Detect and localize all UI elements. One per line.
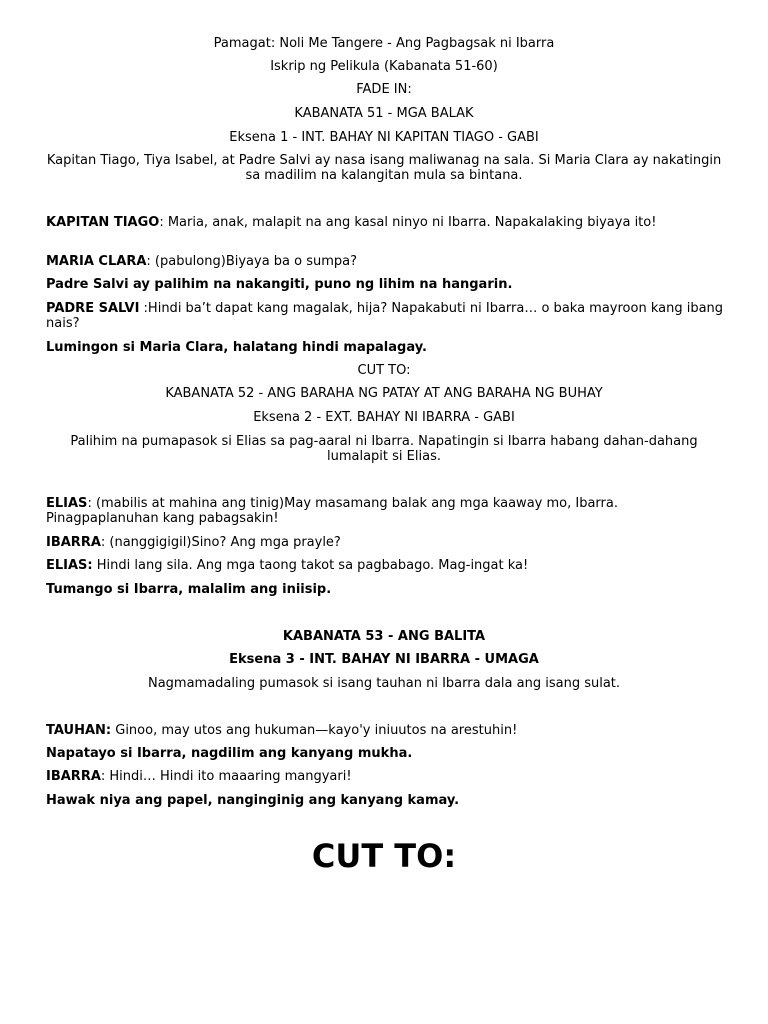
script-subtitle: Iskrip ng Pelikula (Kabanata 51-60) — [270, 59, 498, 74]
dialogue-text: : Maria, anak, malapit na ang kasal ninyo ni Ibarra. Napakalaking biyaya ito! — [159, 215, 657, 230]
action-line: Tumango si Ibarra, malalim ang iniisip. — [46, 582, 332, 597]
dialogue-text: Hindi lang sila. Ang mga taong takot sa pagbabago. Mag-ingat ka! — [92, 558, 529, 573]
speaker-name: TAUHAN: — [46, 723, 112, 738]
speaker-name: MARIA CLARA — [46, 254, 147, 269]
dialogue-line — [46, 496, 726, 526]
dialogue-text: : (pabulong)Biyaya ba o sumpa? — [146, 254, 358, 269]
dialogue-line — [46, 215, 726, 230]
dialogue-line — [46, 769, 726, 784]
action-line: Napatayo si Ibarra, nagdilim ang kanyang mukha. — [46, 746, 413, 761]
dialogue-line — [46, 558, 726, 573]
scene-1-description: Kapitan Tiago, Tiya Isabel, at Padre Salvi ay nasa isang maliwanag na sala. Si Maria Clara ay nakatingin sa madilim na kalangitan mula sa bintana. — [46, 153, 722, 183]
dialogue-text: :Hindi ba’t dapat kang magalak, hija? Napakabuti ni Ibarra… o baka mayroon kang ibang nais? — [46, 301, 724, 331]
chapter-52-heading: KABANATA 52 - ANG BARAHA NG PATAY AT ANG BARAHA NG BUHAY — [165, 386, 603, 401]
speaker-name: ELIAS: — [46, 558, 93, 573]
script-title: Pamagat: Noli Me Tangere - Ang Pagbagsak ni Ibarra — [213, 36, 555, 51]
chapter-51-heading: KABANATA 51 - MGA BALAK — [294, 106, 474, 121]
dialogue-line — [46, 254, 726, 269]
dialogue-line — [46, 723, 726, 738]
dialogue-text: Ginoo, may utos ang hukuman—kayo'y iniuutos na arestuhin! — [111, 723, 518, 738]
dialogue-text: : (nanggigigil)Sino? Ang mga prayle? — [100, 535, 341, 550]
cut-to-large: CUT TO: — [311, 837, 457, 875]
dialogue-text: : Hindi… Hindi ito maaaring mangyari! — [100, 769, 352, 784]
speaker-name: IBARRA — [46, 769, 101, 784]
scene-3-description: Nagmamadaling pumasok si isang tauhan ni Ibarra dala ang isang sulat. — [147, 676, 621, 691]
scene-1-heading: Eksena 1 - INT. BAHAY NI KAPITAN TIAGO - GABI — [229, 130, 539, 145]
scene-3-heading: Eksena 3 - INT. BAHAY NI IBARRA - UMAGA — [229, 652, 539, 667]
cut-to: CUT TO: — [357, 363, 411, 378]
speaker-name: ELIAS — [46, 496, 88, 511]
action-line: Lumingon si Maria Clara, halatang hindi mapalagay. — [46, 340, 427, 355]
fade-in: FADE IN: — [356, 82, 412, 97]
action-line: Hawak niya ang papel, nanginginig ang kanyang kamay. — [46, 793, 460, 808]
speaker-name: KAPITAN TIAGO — [46, 215, 160, 230]
scene-2-heading: Eksena 2 - EXT. BAHAY NI IBARRA - GABI — [253, 410, 515, 425]
action-line: Padre Salvi ay palihim na nakangiti, puno ng lihim na hangarin. — [46, 277, 513, 292]
dialogue-line — [46, 535, 726, 550]
speaker-name: IBARRA — [46, 535, 101, 550]
dialogue-line — [46, 301, 726, 331]
dialogue-text: : (mabilis at mahina ang tinig)May masamang balak ang mga kaaway mo, Ibarra. Pinagpaplanuhan kang pabagsakin! — [46, 496, 618, 526]
chapter-53-heading: KABANATA 53 - ANG BALITA — [282, 629, 486, 644]
scene-2-description: Palihim na pumapasok si Elias sa pag-aaral ni Ibarra. Napatingin si Ibarra habang dahan-dahang lumalapit si Elias. — [70, 434, 698, 464]
speaker-name: PADRE SALVI — [46, 301, 140, 316]
